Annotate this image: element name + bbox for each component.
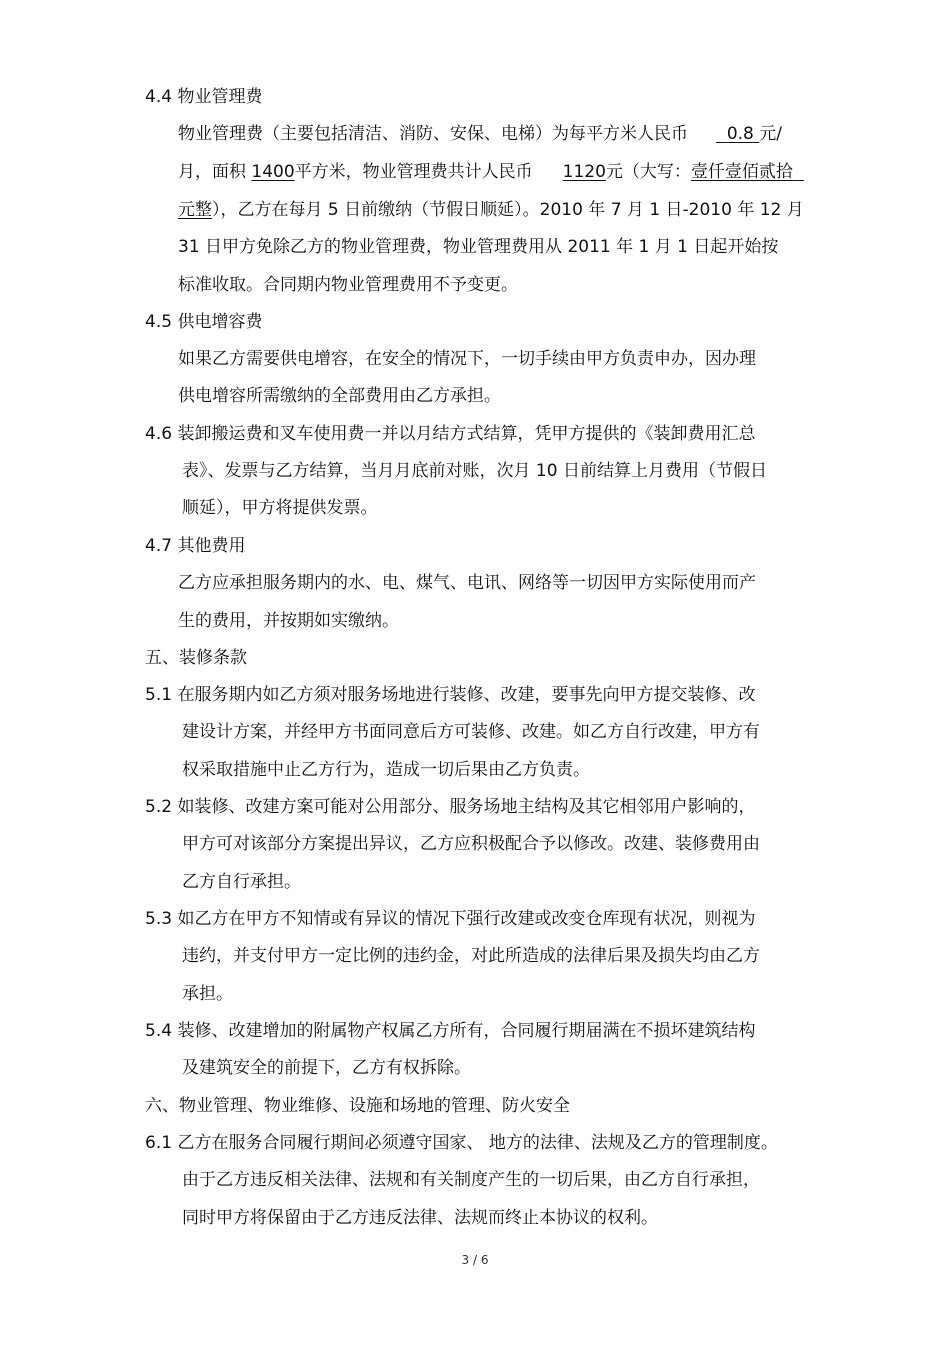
text: ），乙方在每月 5 日前缴纳（节假日顺延）。2010 年 7 月 1 日-2010 年 12 月 (212, 200, 804, 220)
clause-5-4-line-1: 5.4 装修、改建增加的附属物产权属乙方所有，合同履行期届满在不损坏建筑结构 (145, 1021, 756, 1041)
section-4-4-line-2 (178, 161, 804, 183)
text: 月，面积 (178, 162, 252, 182)
section-4-5-heading: 4.5 供电增容费 (145, 312, 263, 332)
clause-5-2-line-3: 乙方自行承担。 (182, 872, 301, 892)
clause-5-1-line-3: 权采取措施中止乙方行为，造成一切后果由乙方负责。 (182, 760, 590, 780)
rate-value: 0.8 (726, 124, 754, 144)
clause-5-3-line-2: 违约，并支付甲方一定比例的违约金，对此所造成的法律后果及损失均由乙方 (182, 946, 760, 966)
clause-5-4-line-2: 及建筑安全的前提下，乙方有权拆除。 (182, 1058, 471, 1078)
section-4-5-line-1: 如果乙方需要供电增容，在安全的情况下，一切手续由甲方负责申办，因办理 (178, 349, 756, 369)
section-4-4-line-1 (178, 123, 782, 145)
section-4-4-line-5: 标准收取。合同期内物业管理费用不予变更。 (178, 275, 518, 295)
page-number: 3 / 6 (461, 1253, 489, 1267)
clause-5-2-line-2: 甲方可对该部分方案提出异议，乙方应积极配合予以修改。改建、装修费用由 (182, 834, 760, 854)
rate-field (716, 124, 759, 144)
clause-5-1-line-2: 建设计方案，并经甲方书面同意后方可装修、改建。如乙方自行改建，甲方有 (182, 722, 760, 742)
section-4-7-line-1: 乙方应承担服务期内的水、电、煤气、电讯、网络等一切因甲方实际使用而产 (178, 573, 756, 593)
section-4-4-line-4: 31 日甲方免除乙方的物业管理费，物业管理费用从 2011 年 1 月 1 日起开始按 (178, 237, 779, 257)
text: 平方米，物业管理费共计人民币 (294, 162, 533, 182)
clause-6-1-line-1: 6.1 乙方在服务合同履行期间必须遵守国家、 地方的法律、法规及乙方的管理制度。 (145, 1133, 778, 1153)
amount-in-words-1 (691, 162, 804, 182)
clause-5-2-line-1: 5.2 如装修、改建方案可能对公用部分、服务场地主结构及其它相邻用户影响的， (145, 797, 756, 817)
text: 元（大写： (605, 162, 691, 182)
clause-5-3-line-3: 承担。 (182, 984, 233, 1004)
section-4-4-line-3 (178, 199, 804, 221)
section-4-6-line-2: 表》、发票与乙方结算，当月月底前对账，次月 10 日前结算上月费用（节假日 (182, 461, 767, 481)
section-5-heading: 五、装修条款 (145, 648, 247, 668)
section-4-6-line-1: 4.6 装卸搬运费和叉车使用费一并以月结方式结算，凭甲方提供的《装卸费用汇总 (145, 424, 756, 444)
clause-5-1-line-1: 5.1 在服务期内如乙方须对服务场地进行装修、改建，要事先向甲方提交装修、改 (145, 685, 756, 705)
section-4-5-line-2: 供电增容所需缴纳的全部费用由乙方承担。 (178, 386, 501, 406)
text: 物业管理费（主要包括清洁、消防、安保、电梯）为每平方米人民币 (178, 124, 688, 144)
section-4-6-line-3: 顺延），甲方将提供发票。 (182, 498, 378, 518)
section-4-7-line-2: 生的费用，并按期如实缴纳。 (178, 611, 399, 631)
amount-in-words-2: 元整 (178, 200, 212, 220)
area-value: 1400 (251, 162, 295, 182)
section-6-heading: 六、物业管理、物业维修、设施和场地的管理、防火安全 (145, 1096, 570, 1116)
upper-text: 壹仟壹佰贰拾 (690, 162, 793, 182)
clause-5-3-line-1: 5.3 如乙方在甲方不知情或有异议的情况下强行改建或改变仓库现有状况，则视为 (145, 909, 756, 929)
clause-6-1-line-2: 由于乙方违反相关法律、法规和有关制度产生的一切后果，由乙方自行承担， (182, 1170, 760, 1190)
section-4-4-heading: 4.4 物业管理费 (145, 87, 263, 107)
total-value: 1120 (562, 162, 606, 182)
text: 元/ (759, 124, 782, 144)
section-4-7-heading: 4.7 其他费用 (145, 536, 246, 556)
clause-6-1-line-3: 同时甲方将保留由于乙方违反法律、法规而终止本协议的权利。 (182, 1208, 658, 1228)
